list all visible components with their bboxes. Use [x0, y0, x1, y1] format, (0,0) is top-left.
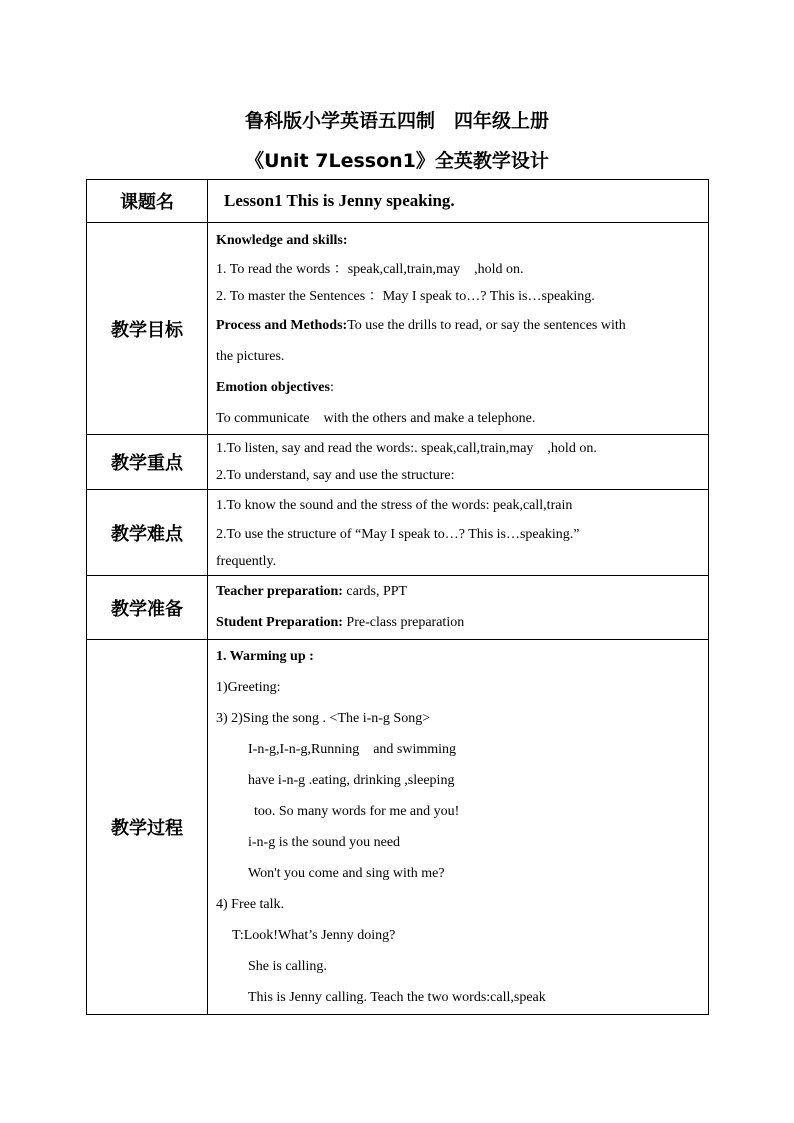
dialogue-line-3: This is Jenny calling. Teach the two words:call,speak	[248, 990, 546, 1005]
topic-label: 课题名	[87, 180, 208, 223]
difficulty-2: 2.To use the structure of “May I speak to…? This is…speaking.”	[216, 527, 580, 542]
song-lyric-2: have i-n-g .eating, drinking ,sleeping	[248, 773, 455, 788]
preparation-cell	[208, 576, 709, 640]
greeting-step: 1)Greeting:	[216, 680, 281, 695]
song-lyric-1: I-n-g,I-n-g,Running and swimming	[248, 742, 457, 757]
table-row-objectives	[87, 223, 709, 435]
teacher-preparation-text: cards, PPT	[342, 584, 408, 599]
key-point-2: 2.To understand, say and use the structure:	[216, 468, 455, 483]
knowledge-item-2: 2. To master the Sentences ：May I speak to…? This is…speaking.	[216, 289, 595, 304]
teacher-preparation-line	[216, 576, 700, 607]
student-preparation-line	[216, 607, 700, 638]
dialogue-line-1: T:Look!What’s Jenny doing?	[232, 928, 396, 943]
song-step: 3) 2)Sing the song . <The i-n-g Song>	[216, 711, 431, 726]
document-subtitle: 《Unit 7Lesson1》全英教学设计	[245, 150, 549, 172]
objectives-label: 教学目标	[87, 223, 208, 435]
emotion-heading: Emotion objectives	[216, 380, 330, 395]
topic-cell	[208, 180, 709, 223]
difficulties-cell	[208, 490, 709, 576]
difficulty-1: 1.To know the sound and the stress of the words: peak,call,train	[216, 498, 573, 513]
table-row-key-points	[87, 435, 709, 490]
objectives-cell	[208, 223, 709, 435]
student-preparation-text: Pre-class preparation	[342, 615, 465, 630]
process-text: To use the drills to read, or say the sentences with	[347, 318, 626, 333]
emotion-colon: :	[329, 380, 334, 395]
student-preparation-heading: Student Preparation:	[216, 615, 343, 630]
process-methods-line	[216, 310, 700, 341]
lesson-plan-table	[86, 179, 709, 1015]
song-lyric-5: Won't you come and sing with me?	[248, 866, 445, 881]
lesson-title: Lesson1 This is Jenny speaking.	[224, 191, 455, 210]
document-title: 鲁科版小学英语五四制 四年级上册	[244, 110, 549, 132]
difficulties-label: 教学难点	[87, 490, 208, 576]
warmup-heading: 1. Warming up :	[216, 649, 314, 664]
process-label: 教学过程	[87, 640, 208, 1015]
process-text-continued: the pictures.	[216, 349, 285, 364]
knowledge-item-1: 1. To read the words ：speak,call,train,may ,hold on.	[216, 262, 524, 277]
free-talk-step: 4) Free talk.	[216, 897, 285, 912]
preparation-label: 教学准备	[87, 576, 208, 640]
teacher-preparation-heading: Teacher preparation:	[216, 584, 343, 599]
table-row-difficulties	[87, 490, 709, 576]
key-points-label: 教学重点	[87, 435, 208, 490]
knowledge-heading: Knowledge and skills:	[216, 233, 348, 248]
difficulty-2-continued: frequently.	[216, 554, 277, 569]
key-point-1: 1.To listen, say and read the words:. speak,call,train,may ,hold on.	[216, 441, 597, 456]
table-row-topic	[87, 180, 709, 223]
emotion-heading-line	[216, 372, 700, 403]
dialogue-line-2: She is calling.	[248, 959, 327, 974]
key-points-cell	[208, 435, 709, 490]
process-heading: Process and Methods:	[216, 318, 348, 333]
table-row-process	[87, 640, 709, 1015]
process-cell	[208, 640, 709, 1015]
song-lyric-3: too. So many words for me and you!	[254, 804, 460, 819]
emotion-text: To communicate with the others and make a telephone.	[216, 411, 536, 426]
song-lyric-4: i-n-g is the sound you need	[248, 835, 401, 850]
table-row-preparation	[87, 576, 709, 640]
